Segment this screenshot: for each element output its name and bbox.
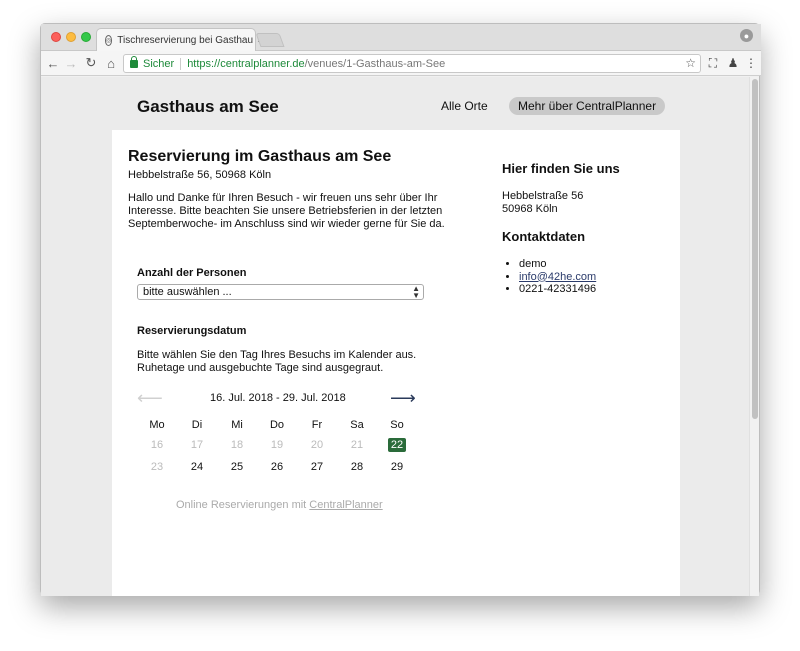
weekday-sa: Sa (350, 419, 364, 431)
omnibox-divider (180, 58, 181, 70)
contact-email-item (519, 271, 596, 284)
url-host: centralplanner.de (220, 57, 305, 70)
new-tab-button[interactable] (255, 33, 284, 47)
url-scheme: https:// (187, 57, 221, 70)
footer-note (176, 499, 383, 511)
calendar-week-row (137, 456, 417, 478)
contact-heading: Kontaktdaten (502, 229, 586, 244)
calendar-week-row (137, 434, 417, 456)
calendar-next-arrow-icon[interactable]: ⟶ (390, 388, 416, 408)
persons-label: Anzahl der Personen (137, 267, 247, 279)
weekday-di: Di (191, 419, 203, 431)
tab-title: Tischreservierung bei Gasthau (117, 34, 254, 46)
date-label: Reservierungsdatum (137, 325, 247, 337)
scrollbar-thumb[interactable] (752, 79, 758, 419)
calendar-day[interactable]: 25 (230, 461, 244, 473)
weekday-so: So (390, 419, 404, 431)
find-us-heading: Hier finden Sie uns (502, 161, 620, 176)
calendar-day[interactable]: 26 (270, 461, 284, 473)
url-path: /venues/1-Gasthaus-am-See (304, 57, 446, 70)
sidebar-street: Hebbelstraße 56 (502, 190, 584, 202)
contact-name: • demo (519, 258, 596, 271)
calendar-weekday-row (137, 416, 417, 434)
maximize-window-button[interactable] (81, 32, 91, 42)
weekday-mi: Mi (231, 419, 243, 431)
minimize-window-button[interactable] (66, 32, 76, 42)
forward-arrow-icon[interactable]: → (64, 55, 78, 71)
sidebar-address (502, 190, 583, 216)
calendar-range: 16. Jul. 2018 - 29. Jul. 2018 (210, 392, 346, 404)
intro-text: Hallo und Danke für Ihren Besuch - wir freuen uns sehr über Ihr Interesse. Bitte beachten Sie unsere Betriebsferien in der letzten Septemberwoche- im Anschluss sind wir wieder gerne für Sie da. (128, 192, 445, 230)
menu-dots-icon[interactable]: ⋮ (745, 56, 757, 70)
reservation-card (112, 130, 680, 596)
calendar-day-disabled: 18 (230, 439, 244, 451)
contact-email-link[interactable]: info@42he.com (519, 270, 597, 283)
bookmark-star-icon[interactable]: ☆ (685, 56, 696, 70)
close-window-button[interactable] (51, 32, 61, 42)
page-viewport (41, 77, 751, 596)
calendar-day-today[interactable] (377, 438, 417, 452)
calendar-day[interactable]: 27 (310, 461, 324, 473)
centralplanner-link[interactable]: CentralPlanner (309, 499, 383, 511)
weekday-do: Do (269, 419, 285, 431)
browser-tab[interactable] (96, 28, 256, 51)
select-arrows-icon: ▲ ▼ (412, 284, 420, 300)
lock-icon (130, 60, 138, 68)
page-title: Reservierung im Gasthaus am See (128, 148, 392, 165)
calendar-prev-arrow-icon[interactable]: ⟵ (137, 388, 163, 408)
calendar-day[interactable]: 24 (190, 461, 204, 473)
persons-select[interactable] (137, 284, 424, 300)
tab-strip (41, 24, 761, 51)
contact-list (519, 258, 596, 296)
footer-prefix: Online Reservierungen mit (176, 499, 310, 511)
venue-address: Hebbelstraße 56, 50968 Köln (128, 169, 272, 181)
cast-icon[interactable]: ⛶ (708, 55, 718, 70)
favicon-icon: ◎ (105, 35, 112, 46)
home-icon[interactable]: ⌂ (107, 55, 115, 71)
calendar-day-disabled: 16 (150, 439, 164, 451)
date-hint: Bitte wählen Sie den Tag Ihres Besuchs im Kalender aus. Ruhetage und ausgebuchte Tage sind ausgegraut. (137, 349, 417, 374)
calendar-day-disabled: 20 (310, 439, 324, 451)
back-arrow-icon[interactable]: ← (46, 55, 60, 71)
nav-alle-orte[interactable]: Alle Orte (441, 99, 488, 113)
contact-phone: • 0221-42331496 (519, 283, 596, 296)
calendar-day-disabled: 23 (150, 461, 164, 473)
weekday-fr: Fr (311, 419, 323, 431)
page-scrollbar[interactable] (749, 77, 759, 596)
site-title[interactable]: Gasthaus am See (137, 97, 279, 116)
calendar-day-disabled: 21 (350, 439, 364, 451)
calendar-day[interactable]: 29 (390, 461, 404, 473)
address-bar[interactable] (123, 54, 701, 73)
extension-icon[interactable]: ♟ (727, 56, 739, 70)
sidebar-city: 50968 Köln (502, 203, 558, 215)
browser-window (40, 23, 760, 595)
profile-icon[interactable]: ● (740, 29, 753, 42)
secure-label: Sicher (143, 57, 175, 70)
reload-icon[interactable]: ↻ (85, 55, 97, 70)
persons-select-value: bitte auswählen ... (143, 286, 232, 298)
weekday-mo: Mo (149, 419, 165, 431)
calendar-day[interactable]: 28 (350, 461, 364, 473)
calendar-day-disabled: 17 (190, 439, 204, 451)
today-badge: 22 (388, 438, 406, 452)
calendar-day-disabled: 19 (270, 439, 284, 451)
browser-toolbar (41, 51, 761, 76)
nav-mehr-ueber[interactable]: Mehr über CentralPlanner (509, 97, 665, 115)
calendar-grid (137, 416, 417, 478)
